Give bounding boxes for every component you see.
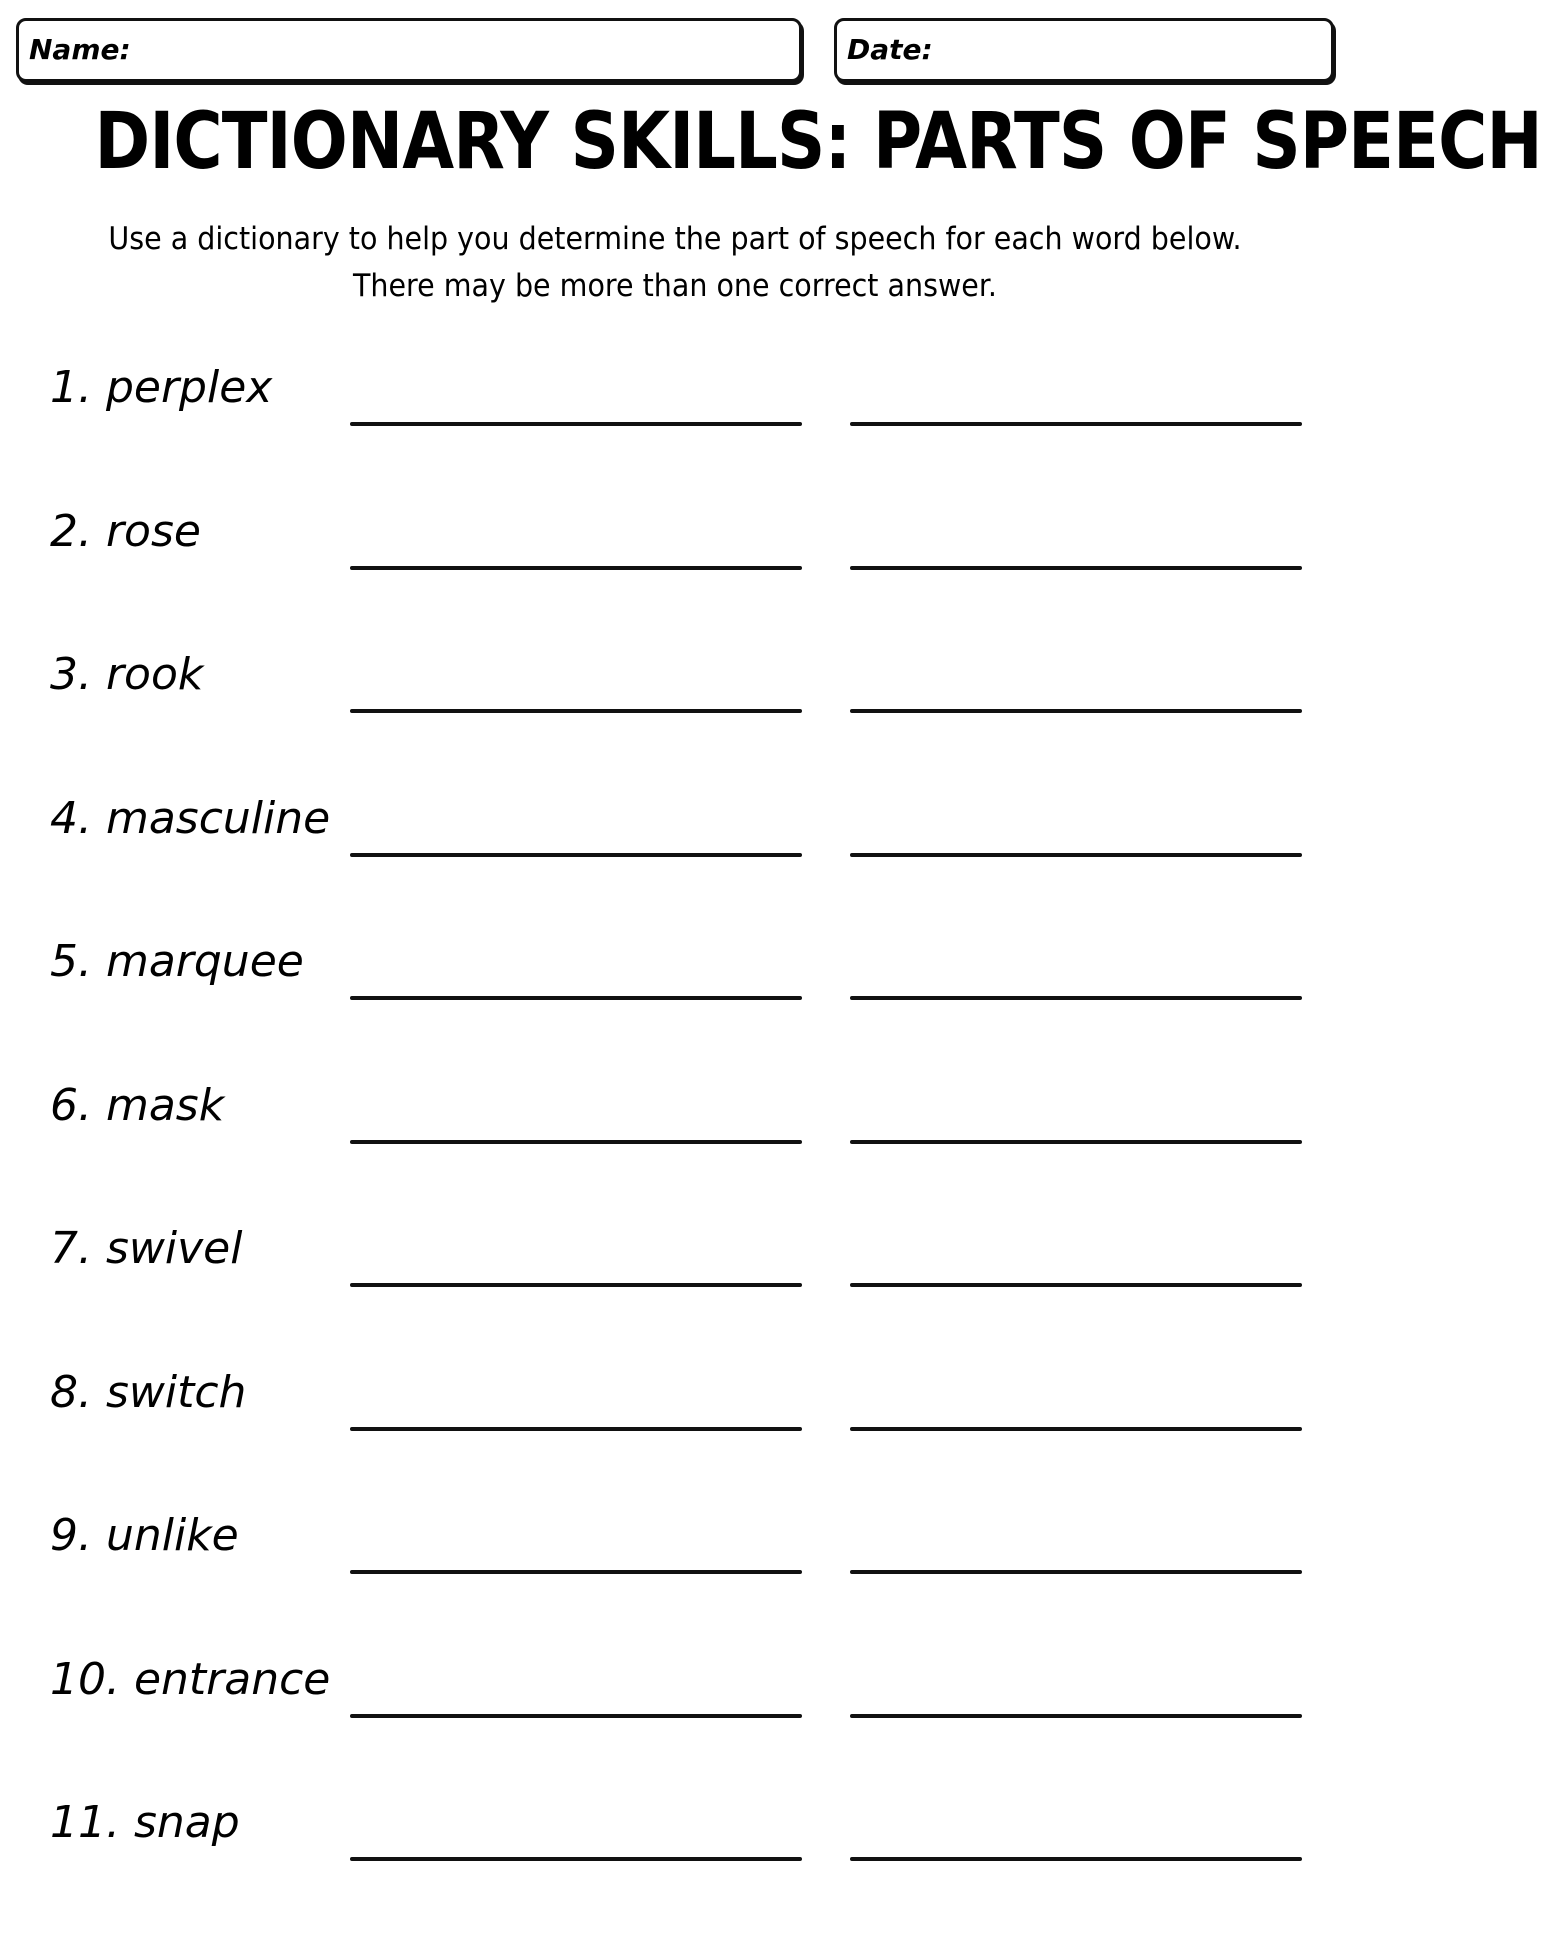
answer-line-2[interactable] <box>850 709 1302 713</box>
answer-line-2[interactable] <box>850 853 1302 857</box>
name-label: Name: <box>29 33 131 66</box>
answer-line-1[interactable] <box>350 1714 802 1718</box>
answer-line-1[interactable] <box>350 853 802 857</box>
answer-line-1[interactable] <box>350 1283 802 1287</box>
word-row-2 <box>0 504 1350 648</box>
answer-line-1[interactable] <box>350 1427 802 1431</box>
date-label: Date: <box>847 33 933 66</box>
answer-line-1[interactable] <box>350 566 802 570</box>
answer-line-1[interactable] <box>350 422 802 426</box>
word-row-11 <box>0 1795 1350 1939</box>
answer-line-1[interactable] <box>350 709 802 713</box>
word-label: 2. rose <box>50 505 201 557</box>
answer-line-2[interactable] <box>850 566 1302 570</box>
word-label: 8. switch <box>50 1366 247 1418</box>
answer-line-2[interactable] <box>850 996 1302 1000</box>
word-label: 4. masculine <box>50 792 331 844</box>
instructions-line-2: There may be more than one correct answer. <box>352 268 998 304</box>
answer-line-2[interactable] <box>850 1140 1302 1144</box>
answer-line-2[interactable] <box>850 1570 1302 1574</box>
name-field[interactable] <box>16 18 802 82</box>
answer-line-2[interactable] <box>850 1857 1302 1861</box>
instructions-line-1: Use a dictionary to help you determine the part of speech for each word below. <box>108 221 1242 257</box>
answer-line-1[interactable] <box>350 1857 802 1861</box>
word-label: 10. entrance <box>50 1653 331 1705</box>
word-label: 3. rook <box>50 649 204 700</box>
word-label: 9. unlike <box>50 1510 239 1561</box>
date-field[interactable] <box>834 18 1334 82</box>
word-row-1 <box>0 360 1350 504</box>
answer-line-1[interactable] <box>350 1570 802 1574</box>
word-label: 5. marquee <box>50 936 304 987</box>
answer-line-2[interactable] <box>850 1714 1302 1718</box>
answer-line-2[interactable] <box>850 1283 1302 1287</box>
instructions <box>91 216 1259 310</box>
answer-line-2[interactable] <box>850 422 1302 426</box>
word-row-7 <box>0 1221 1350 1365</box>
answer-line-1[interactable] <box>350 1140 802 1144</box>
page-title: DICTIONARY SKILLS: PARTS OF SPEECH <box>94 97 1542 187</box>
word-label: 1. perplex <box>50 362 273 413</box>
word-row-10 <box>0 1652 1350 1796</box>
word-row-3 <box>0 647 1350 791</box>
word-list <box>0 360 1350 1939</box>
word-row-9 <box>0 1508 1350 1652</box>
word-label: 11. snap <box>50 1797 240 1848</box>
word-row-6 <box>0 1078 1350 1222</box>
word-row-8 <box>0 1365 1350 1509</box>
word-row-5 <box>0 934 1350 1078</box>
word-label: 6. mask <box>50 1079 225 1131</box>
word-row-4 <box>0 791 1350 935</box>
word-label: 7. swivel <box>50 1223 243 1274</box>
answer-line-2[interactable] <box>850 1427 1302 1431</box>
answer-line-1[interactable] <box>350 996 802 1000</box>
